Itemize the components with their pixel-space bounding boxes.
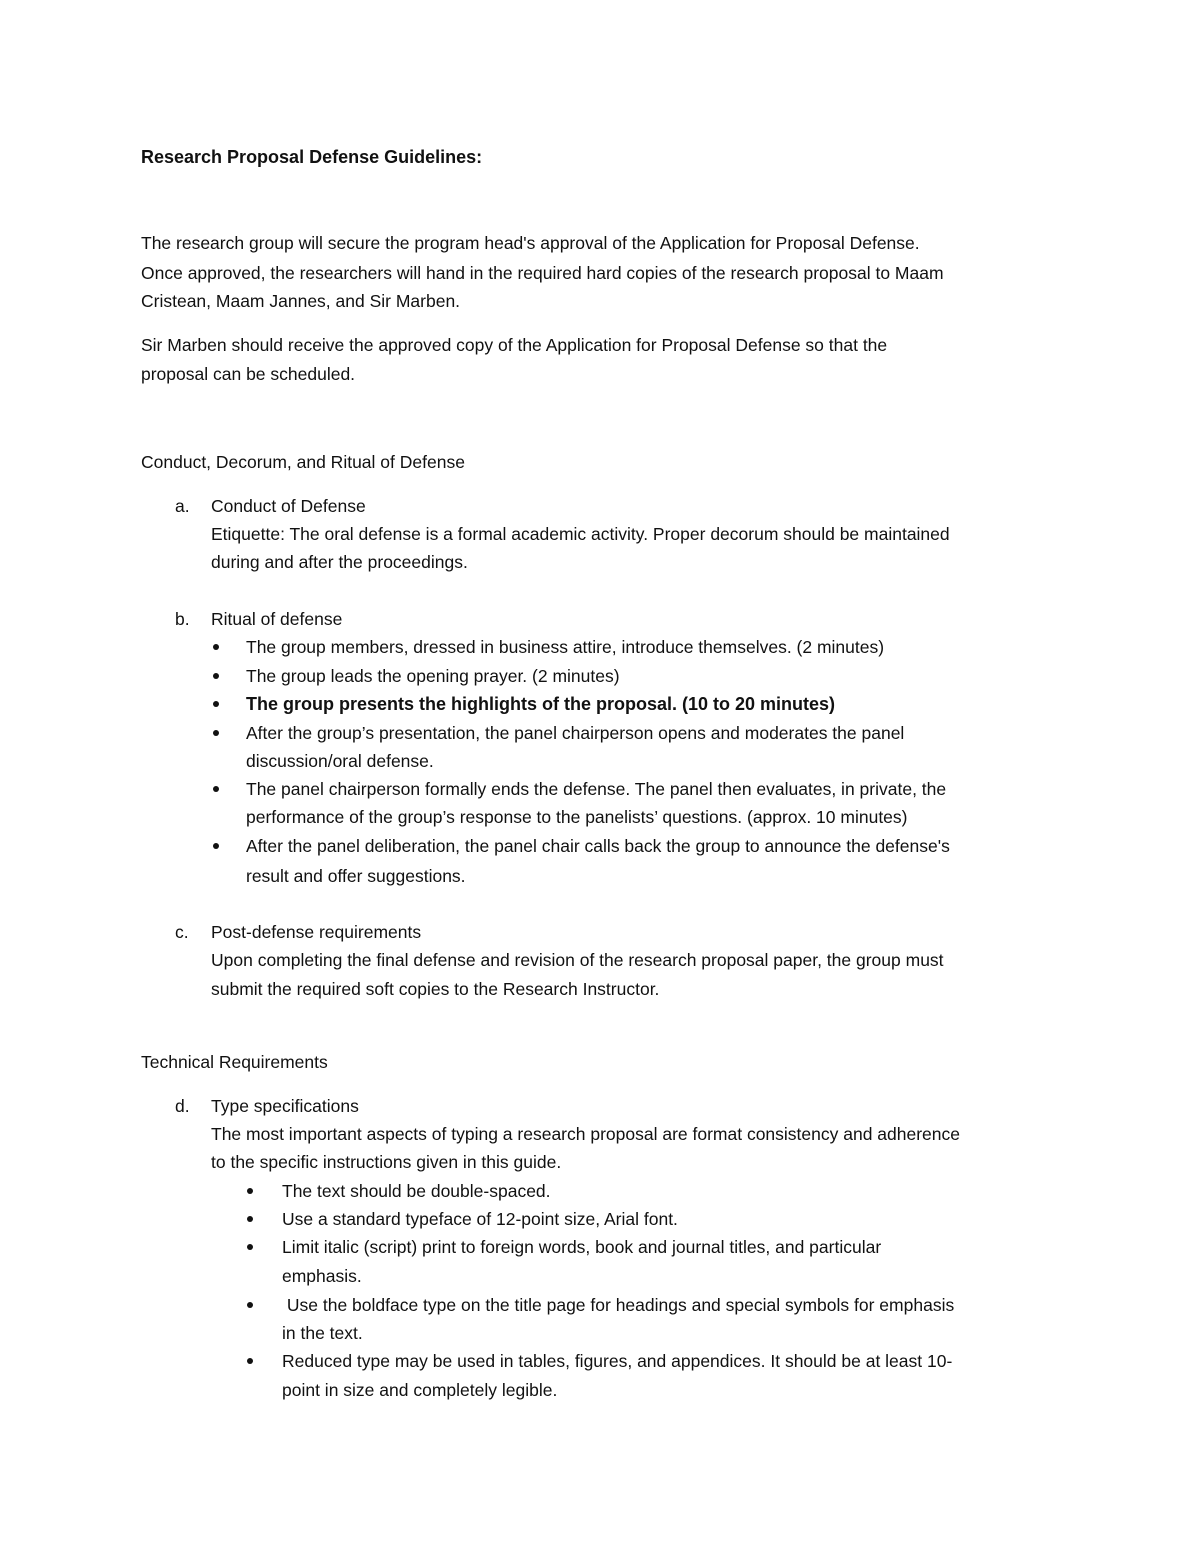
item-a-text: during and after the proceedings.	[211, 552, 468, 572]
item-c-text: Upon completing the final defense and revision of the research proposal paper, the group must	[211, 950, 944, 970]
bullet-icon	[213, 673, 219, 679]
bullet-icon	[247, 1216, 253, 1222]
list-item: performance of the group’s response to the panelists’ questions. (approx. 10 minutes)	[246, 807, 908, 827]
list-marker: d.	[175, 1096, 190, 1116]
bullet-icon	[213, 786, 219, 792]
bullet-icon	[213, 644, 219, 650]
page-title: Research Proposal Defense Guidelines:	[141, 147, 483, 167]
item-d-text: The most important aspects of typing a research proposal are format consistency and adherence	[211, 1124, 961, 1144]
bullet-icon	[247, 1358, 253, 1364]
list-item: After the group’s presentation, the panel chairperson opens and moderates the panel	[246, 723, 905, 743]
list-item: The group leads the opening prayer. (2 minutes)	[246, 666, 620, 686]
intro-p1-line: Once approved, the researchers will hand in the required hard copies of the research proposal to Maam	[141, 263, 944, 283]
item-c-text: submit the required soft copies to the Research Instructor.	[211, 979, 660, 999]
section-heading-technical: Technical Requirements	[141, 1052, 328, 1072]
list-marker: a.	[175, 496, 190, 516]
list-item: The panel chairperson formally ends the defense. The panel then evaluates, in private, the	[246, 779, 947, 799]
list-marker: b.	[175, 609, 190, 629]
list-item: discussion/oral defense.	[246, 751, 434, 771]
bullet-icon	[213, 843, 219, 849]
bullet-icon	[247, 1244, 253, 1250]
list-item: Limit italic (script) print to foreign words, book and journal titles, and particular	[282, 1237, 882, 1257]
item-d-text: to the specific instructions given in this guide.	[211, 1152, 562, 1172]
list-item: Use the boldface type on the title page for headings and special symbols for emphasis	[282, 1295, 955, 1315]
list-item: The group members, dressed in business attire, introduce themselves. (2 minutes)	[246, 637, 885, 657]
list-marker: c.	[175, 922, 189, 942]
item-a-label: Conduct of Defense	[211, 496, 366, 516]
intro-p2-line: proposal can be scheduled.	[141, 364, 356, 384]
list-item: Reduced type may be used in tables, figures, and appendices. It should be at least 10-	[282, 1351, 953, 1371]
list-item: The group presents the highlights of the proposal. (10 to 20 minutes)	[246, 694, 836, 714]
list-item: emphasis.	[282, 1266, 362, 1286]
bullet-icon	[247, 1302, 253, 1308]
item-b-label: Ritual of defense	[211, 609, 343, 629]
list-item: in the text.	[282, 1323, 363, 1343]
intro-p1-line: Cristean, Maam Jannes, and Sir Marben.	[141, 291, 461, 311]
list-item: After the panel deliberation, the panel chair calls back the group to announce the defense's	[246, 836, 950, 856]
list-item: result and offer suggestions.	[246, 866, 466, 886]
bullet-icon	[247, 1188, 253, 1194]
list-item: Use a standard typeface of 12-point size, Arial font.	[282, 1209, 678, 1229]
bullet-icon	[213, 701, 219, 707]
item-c-label: Post-defense requirements	[211, 922, 422, 942]
section-heading-conduct: Conduct, Decorum, and Ritual of Defense	[141, 452, 465, 472]
list-item: The text should be double-spaced.	[282, 1181, 551, 1201]
intro-p2-line: Sir Marben should receive the approved copy of the Application for Proposal Defense so that the	[141, 335, 888, 355]
intro-p1-line: The research group will secure the program head's approval of the Application for Proposal Defense.	[141, 233, 920, 253]
item-a-text: Etiquette: The oral defense is a formal academic activity. Proper decorum should be maintained	[211, 524, 950, 544]
item-d-label: Type specifications	[211, 1096, 359, 1116]
bullet-icon	[213, 730, 219, 736]
list-item: point in size and completely legible.	[282, 1380, 558, 1400]
